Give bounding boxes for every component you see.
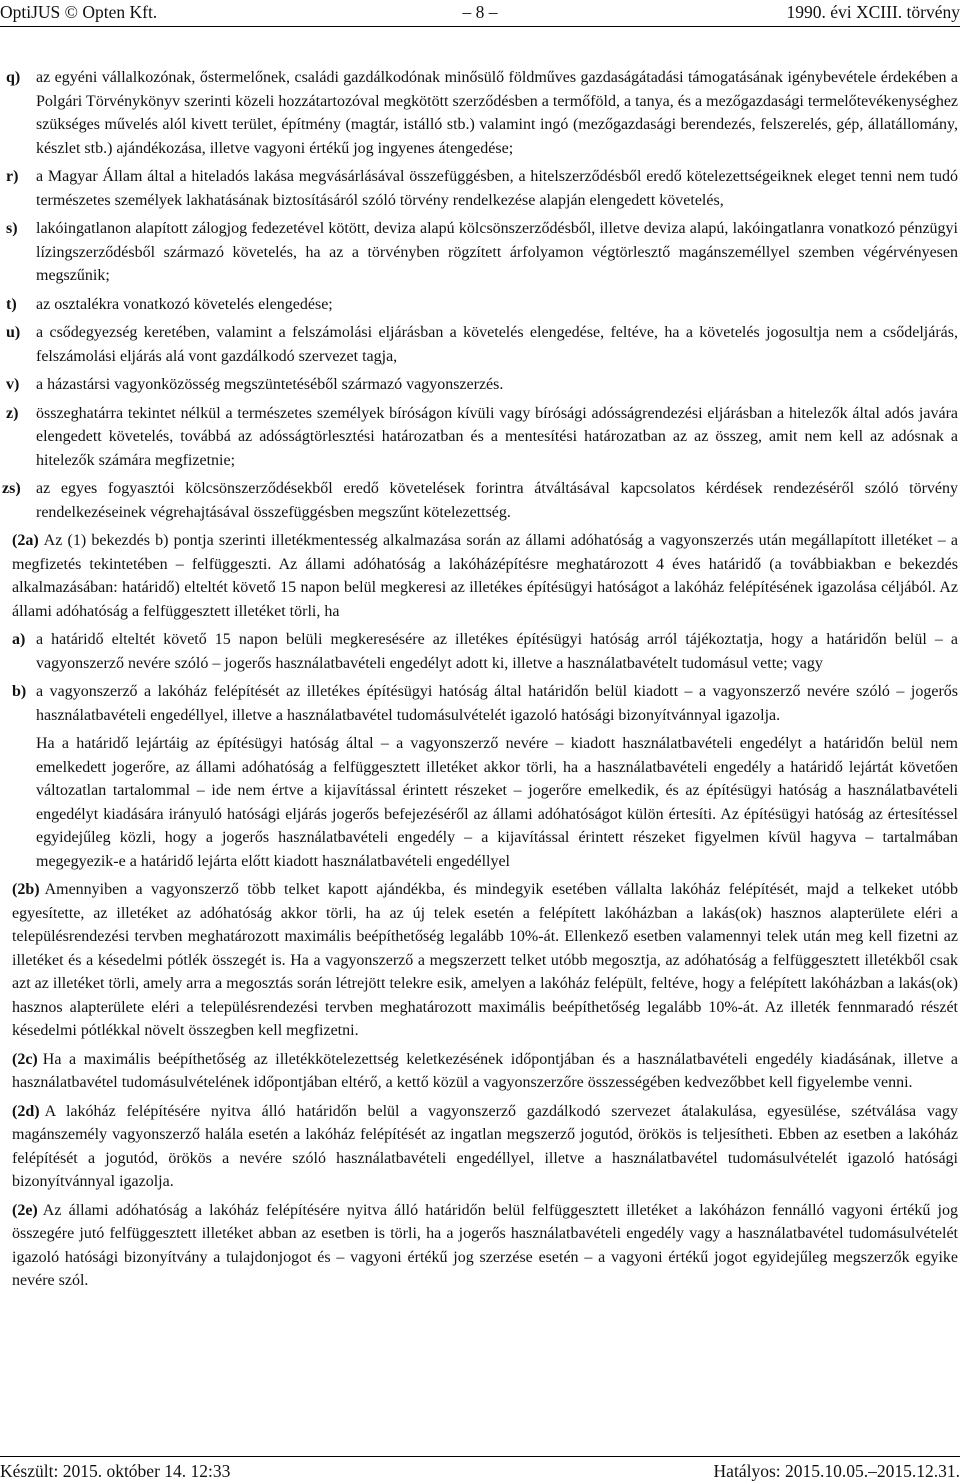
sub-item-mark: b) — [12, 683, 27, 700]
item-mark: r) — [6, 168, 19, 185]
item-mark: v) — [6, 376, 20, 393]
publisher-label: OptiJUS © Opten Kft. — [0, 2, 158, 22]
item-text: az egyéni vállalkozónak, őstermelőnek, családi gazdálkodónak minősülő földműves gazdaságátadási támogatásának igénybevétele érdekében a Polgári Törvénykönyv szerinti közeli hozzátartozóval megkötött szerződésben a termőföld, a tanya, és a mezőgazdasági termelőtevékenységhez szükséges művelés alól kivett terület, építmény (magtár, istálló stb.) valamint ingó (mezőgazdasági berendezés, felszerelés, gép, állatállomány, készlet stb.) ajándékozása, illetve vagyoni értékű jog ingyenes átengedése; — [36, 69, 959, 157]
item-mark: z) — [6, 404, 19, 422]
item-text: a házastársi vagyonközösség megszüntetéséből származó vagyonszerzés. — [36, 376, 504, 393]
item-mark: s) — [6, 220, 18, 237]
paragraph-text: Amennyiben a vagyonszerző több telket kapott ajándékba, és mindegyik esetében vállalta lakóház felépítését, majd a telkeket utóbb egyesítette, az illetéket az adóhatóság akkor törli, ha az új telek esetén a felépített lakóházban a lakás(ok) hasznos alapterülete eléri a településrendezési tervben meghatározott maximális beépíthetőség legalább 10%-át. Ellenkező esetben valamennyi telek után meg kell fizetni az illetéket és a késedelmi pótlék összegét is. Ha a vagyonszerző a megszerzett telket utóbb megosztja, az adóhatóság a felfüggesztett illetékből csak azt az illetéket törli, amely arra a megosztás során létrejött telekre esik, amelyen a lakóház felépült, feltéve, hogy a felépített lakóházban a lakás(ok) hasznos alapterülete eléri a településrendezési tervben meghatározott maximális beépíthetőség legalább 10%-át. Az illeték fennmaradó részét késedelmi pótlékkal növelt összegben kell megfizetni. — [12, 881, 958, 1039]
item-text: az egyes fogyasztói kölcsönszerződésekből eredő követelések forintra átváltásával kapcsolatos kérdések rendezéséről szóló törvény rendelkezéseinek végrehajtásával összefüggésben megszűnt kötelezettség. — [36, 480, 958, 521]
created-timestamp: Készült: 2015. október 14. 12:33 — [0, 1461, 231, 1481]
sub-item-a — [0, 628, 960, 675]
page-footer — [0, 1460, 960, 1482]
paragraph-text: A lakóház felépítésére nyitva álló határidőn belül a vagyonszerző gazdálkodó szervezet átalakulása, egyesülése, szétválása vagy magánszemély vagyonszerző halála esetén a lakóház felépítését az ingatlan megszerző jogutód, örökös is teljesítheti. Ebben az esetben a lakóház felépítését a jogutód, örökös a nevére szóló használatbavételi engedéllyel, illetve a használatbavétel tudomásulvételét igazoló hatósági bizonyítvánnyal igazolja. — [12, 1102, 958, 1190]
list-item-s — [0, 217, 960, 288]
list-item-t — [0, 293, 960, 317]
item-text: a Magyar Állam által a hiteladós lakása megvásárlásával összefüggésben, a hitelszerződésből eredő kötelezettségeiknek eleget tenni nem tudó természetes személyek lakhatásának biztosításáról szóló törvény rendelkezése alapján elengedett követelés, — [36, 168, 958, 209]
item-text: az osztalékra vonatkozó követelés elengedése; — [36, 295, 333, 313]
item-mark: q) — [6, 69, 21, 86]
list-item-q — [0, 66, 960, 160]
paragraph-2c — [0, 1048, 960, 1095]
paragraph-2a-tail: Ha a határidő lejártáig az építésügyi hatóság által – a vagyonszerző nevére – kiadott használatbavételi engedélyt a határidőn belül nem emelkedett jogerőre, az állami adóhatóság a felfüggesztett illetéket akkor törli, ha a használatbavételi engedély a határidő lejártát követően változatlan tartalommal – ide nem értve a kijavítással érintett részeket – jogerőre emelkedik, és az építésügyi hatóság a használatbavételi engedélyt kiadására irányuló hatósági eljárás jogerős befejezéséről az állami adóhatóságot külön értesíti. Az építésügyi hatóság az értesítéssel egyidejűleg közli, hogy a jogerős használatbavételi engedély – a kijavítással érintett részeket figyelmen kívül hagyva – tartalmában megegyezik-e a határidő lejárta előtt kiadott használatbavételi engedéllyel — [36, 735, 958, 870]
item-text: összeghatárra tekintet nélkül a természetes személyek bíróságon kívüli vagy bírósági adósságrendezési eljárásban a hitelezők által adós javára elengedett követelés, továbbá az adósságtörlesztési határozatban és a mentesítési határozatban az az összeg, amit nem kell az adósnak a hitelezők számára megfizetnie; — [36, 404, 958, 469]
list-item-z — [0, 402, 960, 473]
item-text: lakóingatlanon alapított zálogjog fedezetével kötött, deviza alapú kölcsönszerződésből, illetve deviza alapú, lakóingatlanra vonatkozó pénzügyi lízingszerződésből származó követelés, ha az a törvényben rögzített árfolyamon végtörlesztő magánszeméllyel szemben végérvényesen megszűnik; — [36, 220, 958, 284]
header-divider — [0, 26, 960, 27]
item-text: a csődegyezség keretében, valamint a felszámolási eljárásban a követelés elengedése, feltéve, ha a követelés jogosultja nem a csődeljárás, felszámolási eljárás alá vont gazdálkodó szervezet tagja, — [36, 324, 958, 365]
paragraph-2e — [0, 1199, 960, 1293]
page-number: – 8 – — [462, 2, 498, 22]
document-body — [0, 66, 960, 1298]
paragraph-number: (2c) — [12, 1050, 38, 1068]
paragraph-number: (2a) — [12, 532, 39, 549]
sub-item-mark: a) — [12, 631, 26, 648]
law-title: 1990. évi XCIII. törvény — [786, 2, 960, 22]
paragraph-2b — [0, 878, 960, 1043]
paragraph-2a — [0, 529, 960, 623]
item-mark: t) — [6, 295, 17, 313]
footer-divider — [0, 1456, 960, 1457]
list-item-v — [0, 373, 960, 397]
item-mark: u) — [6, 324, 21, 341]
list-item-zs — [0, 477, 960, 524]
paragraph-number: (2d) — [12, 1102, 40, 1120]
sub-item-text: a vagyonszerző a lakóház felépítését az illetékes építésügyi hatóság által határidőn belül kiadott – a vagyonszerző nevére szóló – jogerős használatbavételi engedéllyel, illetve a használatbavétel tudomásulvételét igazoló hatósági bizonyítvánnyal igazolja. — [36, 683, 958, 724]
paragraph-text: Az (1) bekezdés b) pontja szerinti illetékmentesség alkalmazása során az állami adóhatóság a vagyonszerzés után megállapított illetéket – a megfizetés tekintetében – felfüggeszti. Az állami adóhatóság a lakóházépítésre meghatározott 4 éves határidő (a továbbiakban e bekezdés alkalmazásában: határidő) elteltét követő 15 napon belül megkeresi az illetékes építésügyi hatóságot a lakóház felépítésének igazolása céljából. Az állami adóhatóság a felfüggesztett illetéket törli, ha — [12, 532, 958, 620]
list-item-u — [0, 321, 960, 368]
paragraph-number: (2e) — [12, 1201, 38, 1219]
paragraph-number: (2b) — [12, 881, 40, 898]
paragraph-text: Ha a maximális beépíthetőség az illetékkötelezettség keletkezésének időpontjában és a használatbavételi engedély kiadásának, illetve a használatbavétel tudomásulvételének időpontjában eltérő, a kettő közül a vagyonszerzőre összességében kedvezőbbet kell figyelembe venni. — [12, 1050, 958, 1091]
effective-period: Hatályos: 2015.10.05.–2015.12.31. — [713, 1461, 960, 1481]
item-mark: zs) — [2, 480, 21, 497]
sub-item-text: a határidő elteltét követő 15 napon belüli megkeresésére az illetékes építésügyi hatóság arról tájékoztatja, hogy a határidőn belül – a vagyonszerző nevére szóló – jogerős használatbavételi engedélyt adott ki, illetve a használatbavételt tudomásul vette; vagy — [36, 631, 958, 672]
sub-item-b — [0, 680, 960, 727]
page-header — [0, 0, 960, 24]
list-item-r — [0, 165, 960, 212]
paragraph-text: Az állami adóhatóság a lakóház felépítésére nyitva álló határidőn belül felfüggesztett illetéket a lakóházon fennálló vagyoni értékű jog összegére jutó felfüggesztett illetéket abban az esetben is törli, ha a jogerős használatbavételi engedély vagy a használatbavétel tudomásulvételét igazoló hatósági bizonyítvány a tulajdonjogot és – vagyoni értékű jog szerzése esetén – a vagyoni értékű jogot egyidejűleg megszerzők egyike nevére szól. — [12, 1201, 958, 1289]
paragraph-2d — [0, 1100, 960, 1194]
